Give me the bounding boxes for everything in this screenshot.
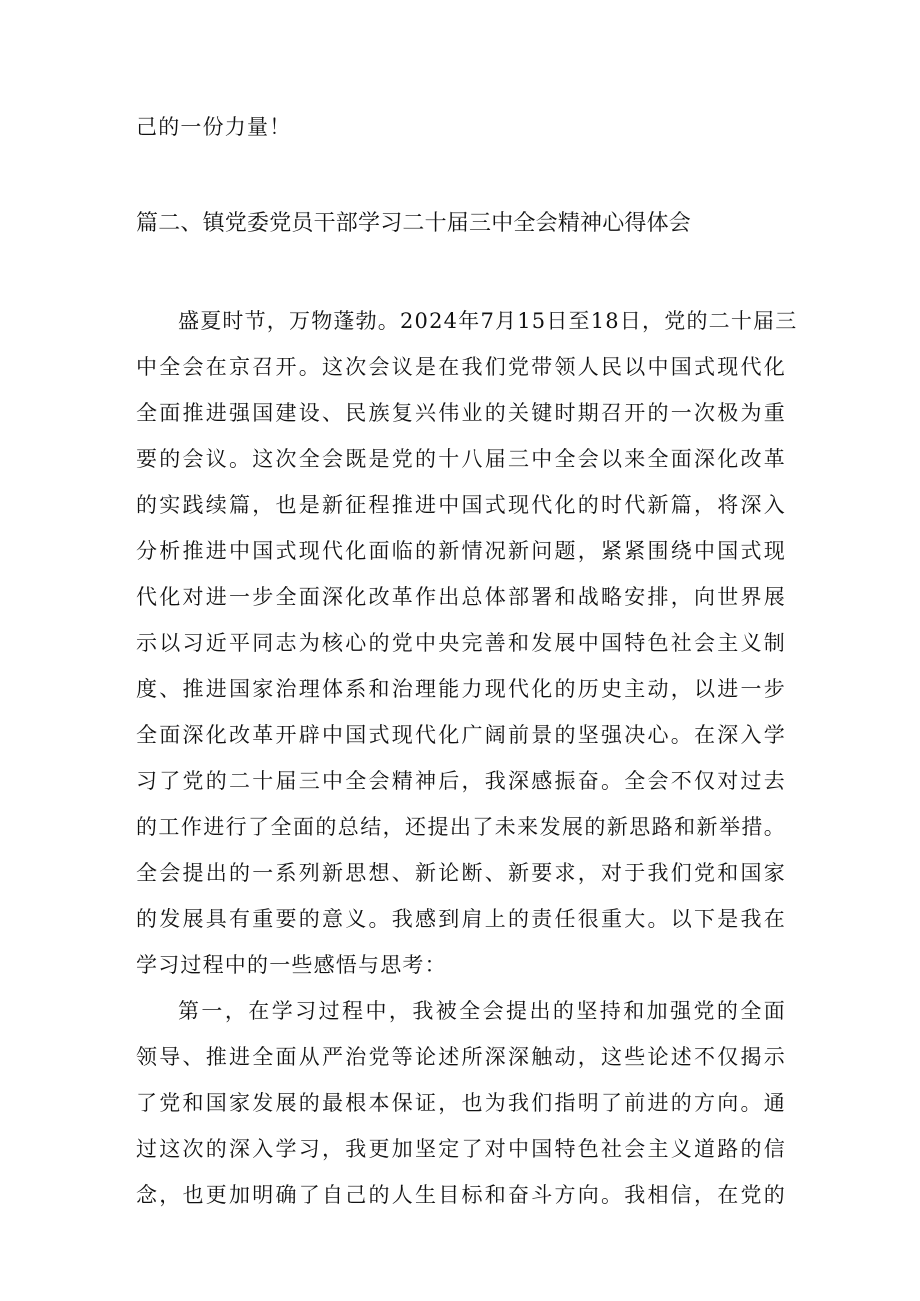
paragraph-line: 示以习近平同志为核心的党中央完善和发展中国特色社会主义制	[136, 631, 786, 655]
paragraph-line: 第一，在学习过程中，我被全会提出的坚持和加强党的全面	[178, 999, 786, 1023]
paragraph-line: 分析推进中国式现代化面临的新情况新问题，紧紧围绕中国式现	[136, 539, 786, 563]
paragraph-line: 的工作进行了全面的总结，还提出了未来发展的新思路和新举措。	[136, 815, 786, 839]
paragraph-line: 全面深化改革开辟中国式现代化广阔前景的坚强决心。在深入学	[136, 723, 786, 747]
paragraph-line: 代化对进一步全面深化改革作出总体部署和战略安排，向世界展	[136, 585, 786, 609]
paragraph-line: 盛夏时节，万物蓬勃。2024年7月15日至18日，党的二十届三	[178, 309, 798, 333]
paragraph-line: 要的会议。这次全会既是党的十八届三中全会以来全面深化改革	[136, 447, 786, 471]
paragraph-line: 度、推进国家治理体系和治理能力现代化的历史主动，以进一步	[136, 677, 786, 701]
paragraph-line: 全会提出的一系列新思想、新论断、新要求，对于我们党和国家	[136, 861, 786, 885]
paragraph-line: 领导、推进全面从严治党等论述所深深触动，这些论述不仅揭示	[136, 1045, 786, 1069]
paragraph-line: 的实践续篇，也是新征程推进中国式现代化的时代新篇，将深入	[136, 493, 786, 517]
carryover-line: 己的一份力量！	[136, 115, 292, 139]
paragraph-line: 的发展具有重要的意义。我感到肩上的责任很重大。以下是我在	[136, 907, 786, 931]
paragraph-line: 念，也更加明确了自己的人生目标和奋斗方向。我相信，在党的	[136, 1183, 786, 1207]
paragraph-line: 学习过程中的一些感悟与思考：	[136, 953, 447, 977]
paragraph-line: 过这次的深入学习，我更加坚定了对中国特色社会主义道路的信	[136, 1137, 786, 1161]
section-heading: 篇二、镇党委党员干部学习二十届三中全会精神心得体会	[136, 211, 692, 236]
paragraph-line: 中全会在京召开。这次会议是在我们党带领人民以中国式现代化	[136, 355, 786, 379]
paragraph-line: 全面推进强国建设、民族复兴伟业的关键时期召开的一次极为重	[136, 401, 786, 425]
paragraph-line: 习了党的二十届三中全会精神后，我深感振奋。全会不仅对过去	[136, 769, 786, 793]
paragraph-line: 了党和国家发展的最根本保证，也为我们指明了前进的方向。通	[136, 1091, 786, 1115]
